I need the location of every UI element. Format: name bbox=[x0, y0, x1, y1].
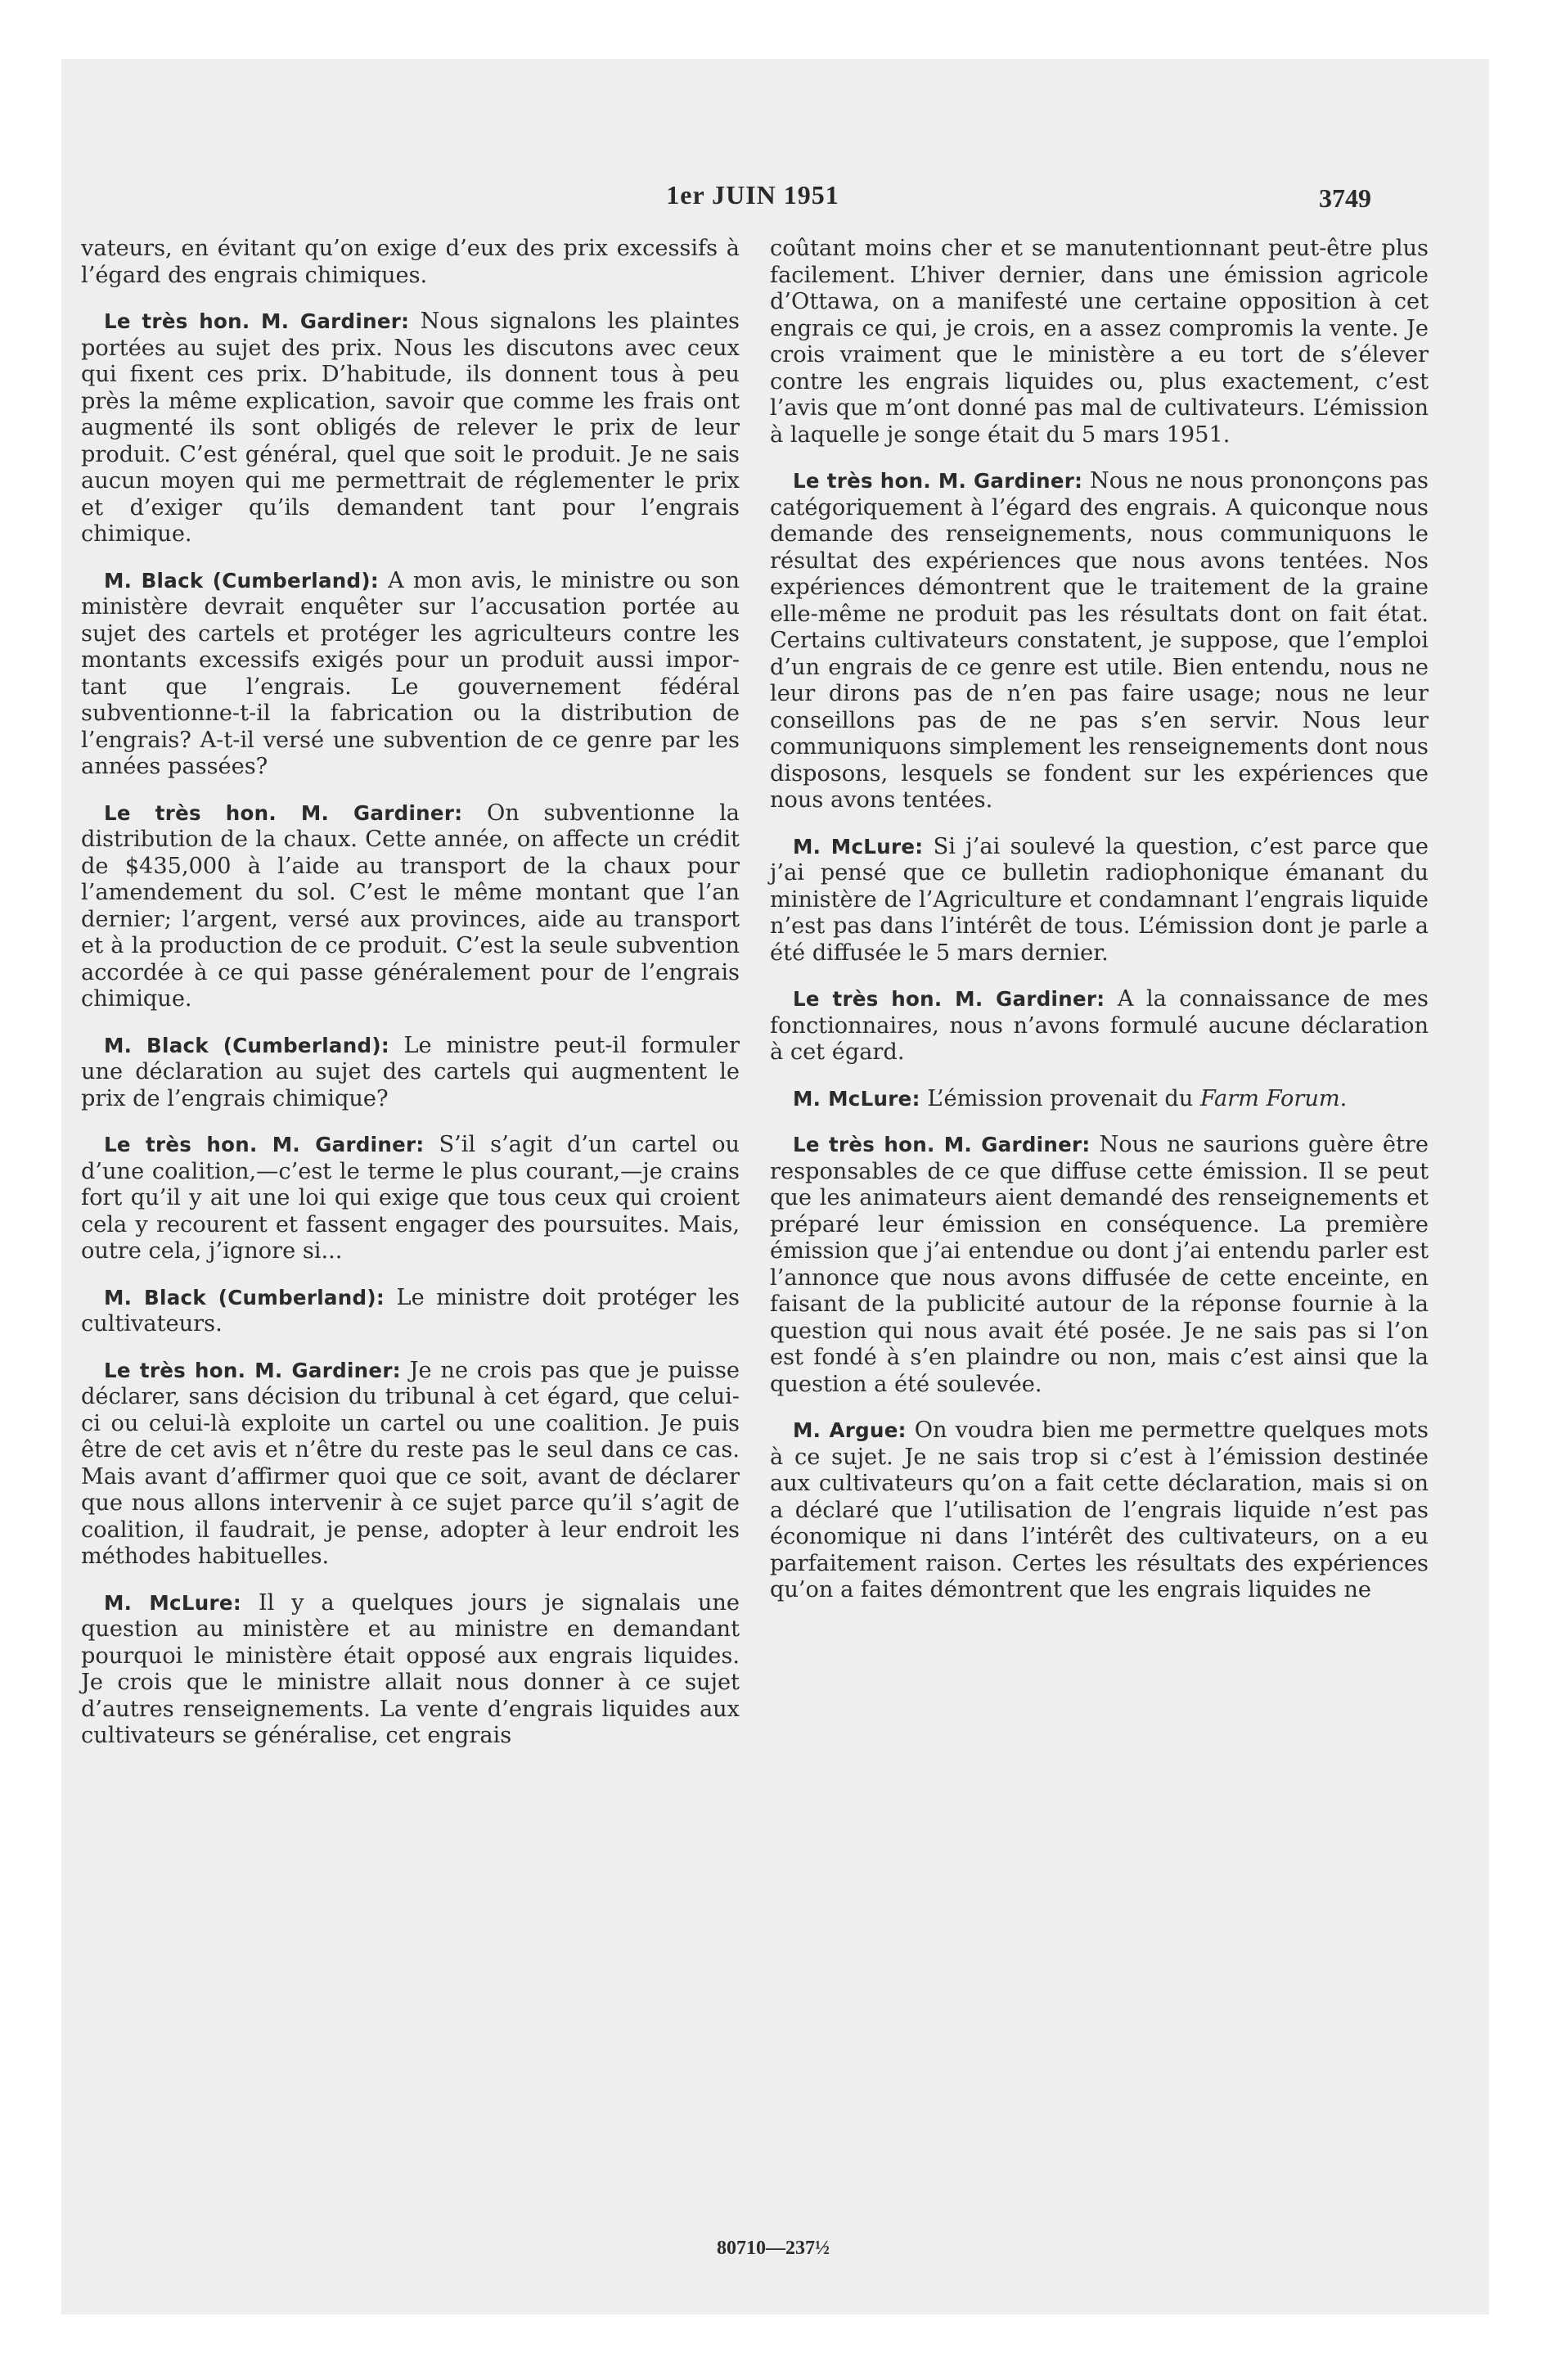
paragraph-text: Le ministre doit protéger les cultivateurs. bbox=[81, 1284, 740, 1336]
paragraph-text: Je ne crois pas que je puisse déclarer, sans décision du tribunal à cet égard, que celui-ci ou celui-là exploite un cartel ou une coalition. Je puis être de cet avis et n’être du reste pas le seul dans ce cas. Mais avant d’affirmer quoi que ce soit, avant de déclarer que nous allons intervenir à ce sujet parce qu’il s’agit de coalition, il faudrait, je pense, adopter à leur endroit les méthodes habituelles. bbox=[81, 1357, 740, 1569]
paragraph bbox=[81, 1033, 740, 1113]
paragraph-text: Il y a quelques jours je signalais une question au ministère et au ministre en demandant pourquoi le ministère était opposé aux engrais liquides. Je crois que le ministre allait nous donner à ce sujet d’autres renseignements. La vente d’engrais liquides aux cultivateurs se généralise, cet engrais bbox=[81, 1589, 740, 1748]
speaker-name: M. McLure: bbox=[104, 1590, 241, 1615]
speaker-name: Le très hon. M. Gardiner: bbox=[104, 800, 463, 825]
paragraph bbox=[770, 468, 1429, 814]
paragraph-text: Nous ne saurions guère être responsables de ce que diffuse cette émission. Il se peut que les animateurs aient demandé des renseignements et préparé leur émission en conséquence. La première émission que j’ai entendue ou dont j’ai entendu parler est l’annonce que nous avons diffusée de cette enceinte, en faisant de la publicité autour de la réponse fournie à la question qui nous avait été posée. Je ne sais pas si l’on est fondé à s’en plaindre ou non, mais c’est ainsi que la question a été soulevée. bbox=[770, 1132, 1429, 1397]
paragraph-text: A mon avis, le ministre ou son ministère devrait enquêter sur l’accusation portée au sujet des cartels et protéger les agriculteurs contre les montants excessifs exigés pour un produit aussi important que l’engrais. Le gouvernement fédéral subventionne-t-il la fabrication ou la distribution de l’engrais? A-t-il versé une subvention de ce genre par les années passées? bbox=[81, 567, 740, 779]
paragraph-text: On voudra bien me permettre quelques mots à ce sujet. Je ne sais trop si c’est à l’émission destinée aux cultivateurs qu’on a fait cette déclaration, mais si on a déclaré que l’utilisation de l’engrais liquide n’est pas économique ni dans l’intérêt des cultivateurs, on a eu parfaitement raison. Certes les résultats des expériences qu’on a faites démontrent que les engrais liquides ne bbox=[770, 1418, 1429, 1602]
paragraph bbox=[770, 834, 1429, 967]
left-column bbox=[81, 236, 740, 1769]
paragraph-continuation bbox=[81, 236, 740, 289]
paragraph-text: On subventionne la distribution de la chaux. Cette année, on affecte un crédit de $435,000 à l’aide au transport de la chaux pour l’amendement du sol. C’est le même montant que l’an dernier; l’argent, versé aux provinces, aide au transport et à la production de ce produit. C’est la seule subvention accordée à ce qui passe généralement pour de l’engrais chimique. bbox=[81, 800, 740, 1012]
speaker-name: M. McLure: bbox=[793, 834, 924, 859]
speaker-name: M. McLure: bbox=[793, 1086, 920, 1111]
speaker-name: M. Black (Cumberland): bbox=[104, 1285, 385, 1309]
print-code: 80710—237½ bbox=[717, 2238, 830, 2259]
paragraph-continuation bbox=[770, 236, 1429, 449]
paragraph bbox=[770, 986, 1429, 1066]
program-title: Farm Forum bbox=[1199, 1085, 1340, 1111]
speaker-name: Le très hon. M. Gardiner: bbox=[793, 469, 1083, 493]
paragraph bbox=[81, 309, 740, 548]
speaker-name: Le très hon. M. Gardiner: bbox=[104, 309, 410, 333]
paragraph bbox=[81, 800, 740, 1013]
paragraph bbox=[81, 568, 740, 781]
paragraph bbox=[770, 1132, 1429, 1398]
speaker-name: Le très hon. M. Gardiner: bbox=[793, 987, 1105, 1011]
page-date: 1er JUIN 1951 bbox=[666, 180, 839, 210]
page-number: 3749 bbox=[1319, 183, 1371, 213]
paragraph-text: S’il s’agit d’un cartel ou d’une coalition,—c’est le terme le plus courant,—je crains fort qu’il y ait une loi qui exige que tous ceux qui croient cela y recourent et fassent engager des poursuites. Mais, outre cela, j’ignore si... bbox=[81, 1132, 740, 1264]
paragraph-text: coûtant moins cher et se manutentionnant peut-être plus facilement. L’hiver dernier, dans une émission agricole d’Ottawa, on a manifesté une certaine opposition à cet engrais ce qui, je crois, en a assez compromis la vente. Je crois vraiment que le ministère a eu tort de s’élever contre les engrais liquides ou, plus exactement, c’est l’avis que m’ont donné pas mal de cultivateurs. L’émission à laquelle je songe était du 5 mars 1951. bbox=[770, 236, 1429, 448]
speaker-name: M. Black (Cumberland): bbox=[104, 568, 379, 593]
paragraph-text-end: . bbox=[1339, 1085, 1348, 1111]
paragraph-text: Si j’ai soulevé la question, c’est parce que j’ai pensé que ce bulletin radiophonique émanant du ministère de l’Agriculture et condamnant l’engrais liquide n’est pas dans l’intérêt de tous. L’émission dont je parle a été diffusée le 5 mars dernier. bbox=[770, 833, 1429, 966]
paragraph-text: vateurs, en évitant qu’on exige d’eux des prix excessifs à l’égard des engrais chimiques. bbox=[81, 236, 740, 288]
right-column bbox=[770, 236, 1429, 1624]
paragraph bbox=[81, 1358, 740, 1571]
paragraph-text: Nous signalons les plaintes portées au sujet des prix. Nous les discutons avec ceux qui fixent ces prix. D’habitude, ils donnent tous à peu près la même explication, savoir que comme les frais ont augmenté ils sont obligés de relever le prix de leur produit. C’est général, quel que soit le produit. Je ne sais aucun moyen qui me permettrait de réglementer le prix et d’exiger qu’ils demandent tant pour l’engrais chimique. bbox=[81, 309, 740, 547]
paragraph bbox=[770, 1418, 1429, 1604]
paragraph bbox=[81, 1285, 740, 1338]
speaker-name: M. Black (Cumberland): bbox=[104, 1033, 389, 1057]
paragraph-text: A la connaissance de mes fonctionnaires, nous n’avons formulé aucune déclaration à cet égard. bbox=[770, 986, 1429, 1065]
speaker-name: Le très hon. M. Gardiner: bbox=[104, 1358, 401, 1382]
speaker-name: M. Argue: bbox=[793, 1418, 907, 1442]
paragraph-text: Nous ne nous prononçons pas catégoriquement à l’égard des engrais. A quiconque nous demande des renseignements, nous communiquons le résultat des expériences que nous avons tentées. Nos expériences démontrent que le traitement de la graine elle-même ne produit pas les résultats dont on fait état. Certains cultivateurs constatent, je suppose, que l’emploi d’un engrais de ce genre est utile. Bien entendu, nous ne leur dirons pas de n’en pas faire usage; nous ne leur conseillons pas de ne pas s’en servir. Nous leur communiquons simplement les renseignements dont nous disposons, lesquels se fondent sur les expériences que nous avons tentées. bbox=[770, 468, 1429, 813]
paragraph-text: L’émission provenait du bbox=[920, 1085, 1200, 1111]
speaker-name: Le très hon. M. Gardiner: bbox=[104, 1133, 425, 1156]
paragraph bbox=[81, 1590, 740, 1750]
paragraph-text: Le ministre peut-il formuler une déclaration au sujet des cartels qui augmentent le prix de l’engrais chimique? bbox=[81, 1032, 740, 1111]
paragraph bbox=[81, 1132, 740, 1265]
paragraph bbox=[770, 1086, 1429, 1113]
speaker-name: Le très hon. M. Gardiner: bbox=[793, 1133, 1091, 1156]
